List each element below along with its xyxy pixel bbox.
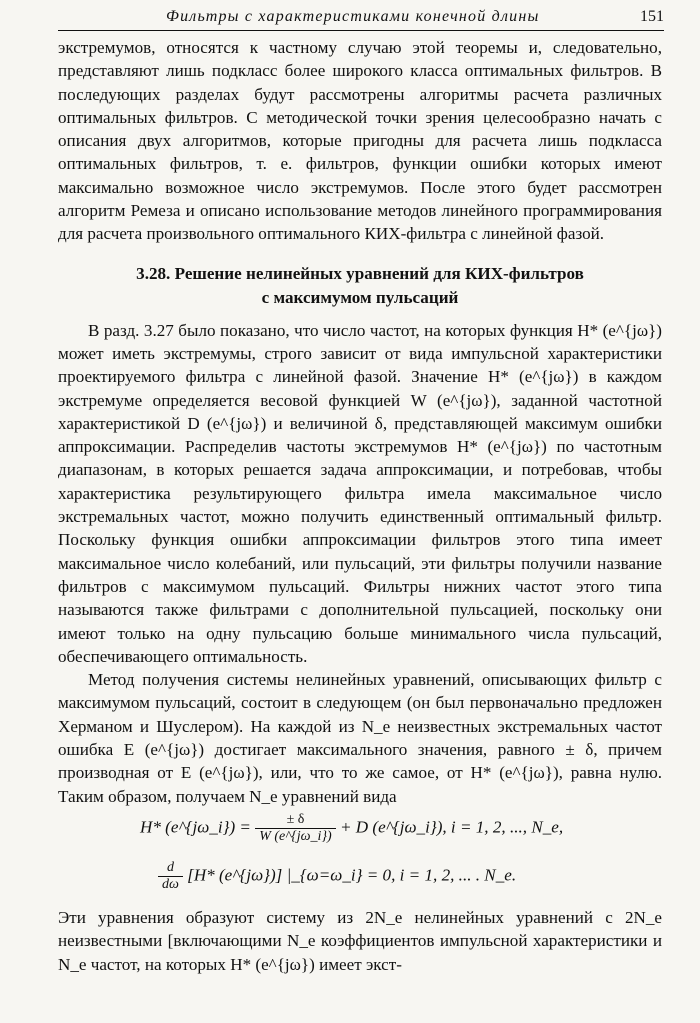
section-title-line2: с максимумом пульсаций <box>261 287 459 307</box>
section-heading-line1 <box>58 262 662 286</box>
running-header <box>58 6 664 31</box>
equation-1-lhs: H* (e^{jω_i}) = <box>140 817 251 837</box>
paragraph-4: Эти уравнения образуют систему из 2N_e нелинейных уравнений с 2N_e неизвестными [включающими N_e коэффициентов импульсной характеристики и N_e частот, на которых H* (e^{jω}) имеет экст- <box>58 907 662 974</box>
equation-1-rhs: + D (e^{jω_i}), i = 1, 2, ..., N_e, <box>339 817 564 837</box>
equation-2-rhs: [H* (e^{jω})] |_{ω=ω_i} = 0, i = 1, 2, ... . N_e. <box>187 865 517 885</box>
paragraph-2: В разд. 3.27 было показано, что число частот, на которых функция H* (e^{jω}) может иметь экстремумы, строго зависит от вида импульсной характеристики проектируемого фильтра с линейной фазой. Значение H* (e^{jω}) в каждом экстремуме определяется весовой функцией W (e^{jω}), заданной частотной характеристикой D (e^{jω}) и величиной δ, представляющей максимум ошибки аппроксимации. Распределив частоты экстремумов H* (e^{jω}) по частотным диапазонам, в которых решается задача аппроксимации, и потребовав, чтобы характеристика результирующего фильтра имела максимальное число экстремальных частот, можно получить единственный оптимальный фильтр. Поскольку функция ошибки аппроксимации фильтров этого типа имеет максимальное число колебаний, или пульсаций, эти фильтры получили название фильтров с максимумом пульсаций. Фильтры нижних частот этого типа называются также фильтрами с дополнительной пульсацией, поскольку они имеют только на одну пульсацию больше минимального числа пульсаций, обеспечивающего оптимальность. <box>58 320 662 666</box>
paragraph-1: экстремумов, относятся к частному случаю этой теоремы и, следовательно, представляют лишь подкласс более широкого класса оптимальных фильтров. В последующих разделах будут рассмотрены алгоритмы расчета различных оптимальных фильтров. С методической точки зрения целесообразно начать с описания двух алгоритмов, которые пригодны для расчета лишь подкласса оптимальных фильтров, т. е. фильтров, функции ошибки которых имеют максимально возможное число экстремумов. После этого будет рассмотрен алгоритм Ремеза и описано использование методов линейного программирования для расчета произвольного оптимального КИХ-фильтра с линейной фазой. <box>58 38 662 244</box>
page-body <box>58 36 662 976</box>
equation-1-numerator: ± δ <box>255 812 335 829</box>
equation-1 <box>58 812 662 860</box>
running-title: Фильтры с характеристиками конечной длины <box>166 8 540 25</box>
equation-1-fraction <box>255 812 335 845</box>
equation-2-denominator: dω <box>162 876 179 892</box>
equation-2-numerator: d <box>158 860 183 877</box>
section-title-line1: Решение нелинейных уравнений для КИХ-фильтров <box>174 263 584 283</box>
equation-1-denominator: W (e^{jω_i}) <box>259 828 332 844</box>
paragraph-3: Метод получения системы нелинейных уравнений, описывающих фильтр с максимумом пульсаций, состоит в следующем (он был первоначально предложен Херманом и Шуслером). На каждой из N_e неизвестных экстремальных частот ошибка E (e^{jω}) достигает максимального значения, равного ± δ, причем производная от E (e^{jω}), или, что то же самое, от H* (e^{jω}), равна нулю. Таким образом, получаем N_e уравнений вида <box>58 670 662 806</box>
section-number: 3.28. <box>136 263 171 283</box>
equation-2-derivative <box>158 860 183 893</box>
section-heading <box>58 262 662 310</box>
equation-2 <box>58 860 662 906</box>
page-number: 151 <box>640 8 664 25</box>
